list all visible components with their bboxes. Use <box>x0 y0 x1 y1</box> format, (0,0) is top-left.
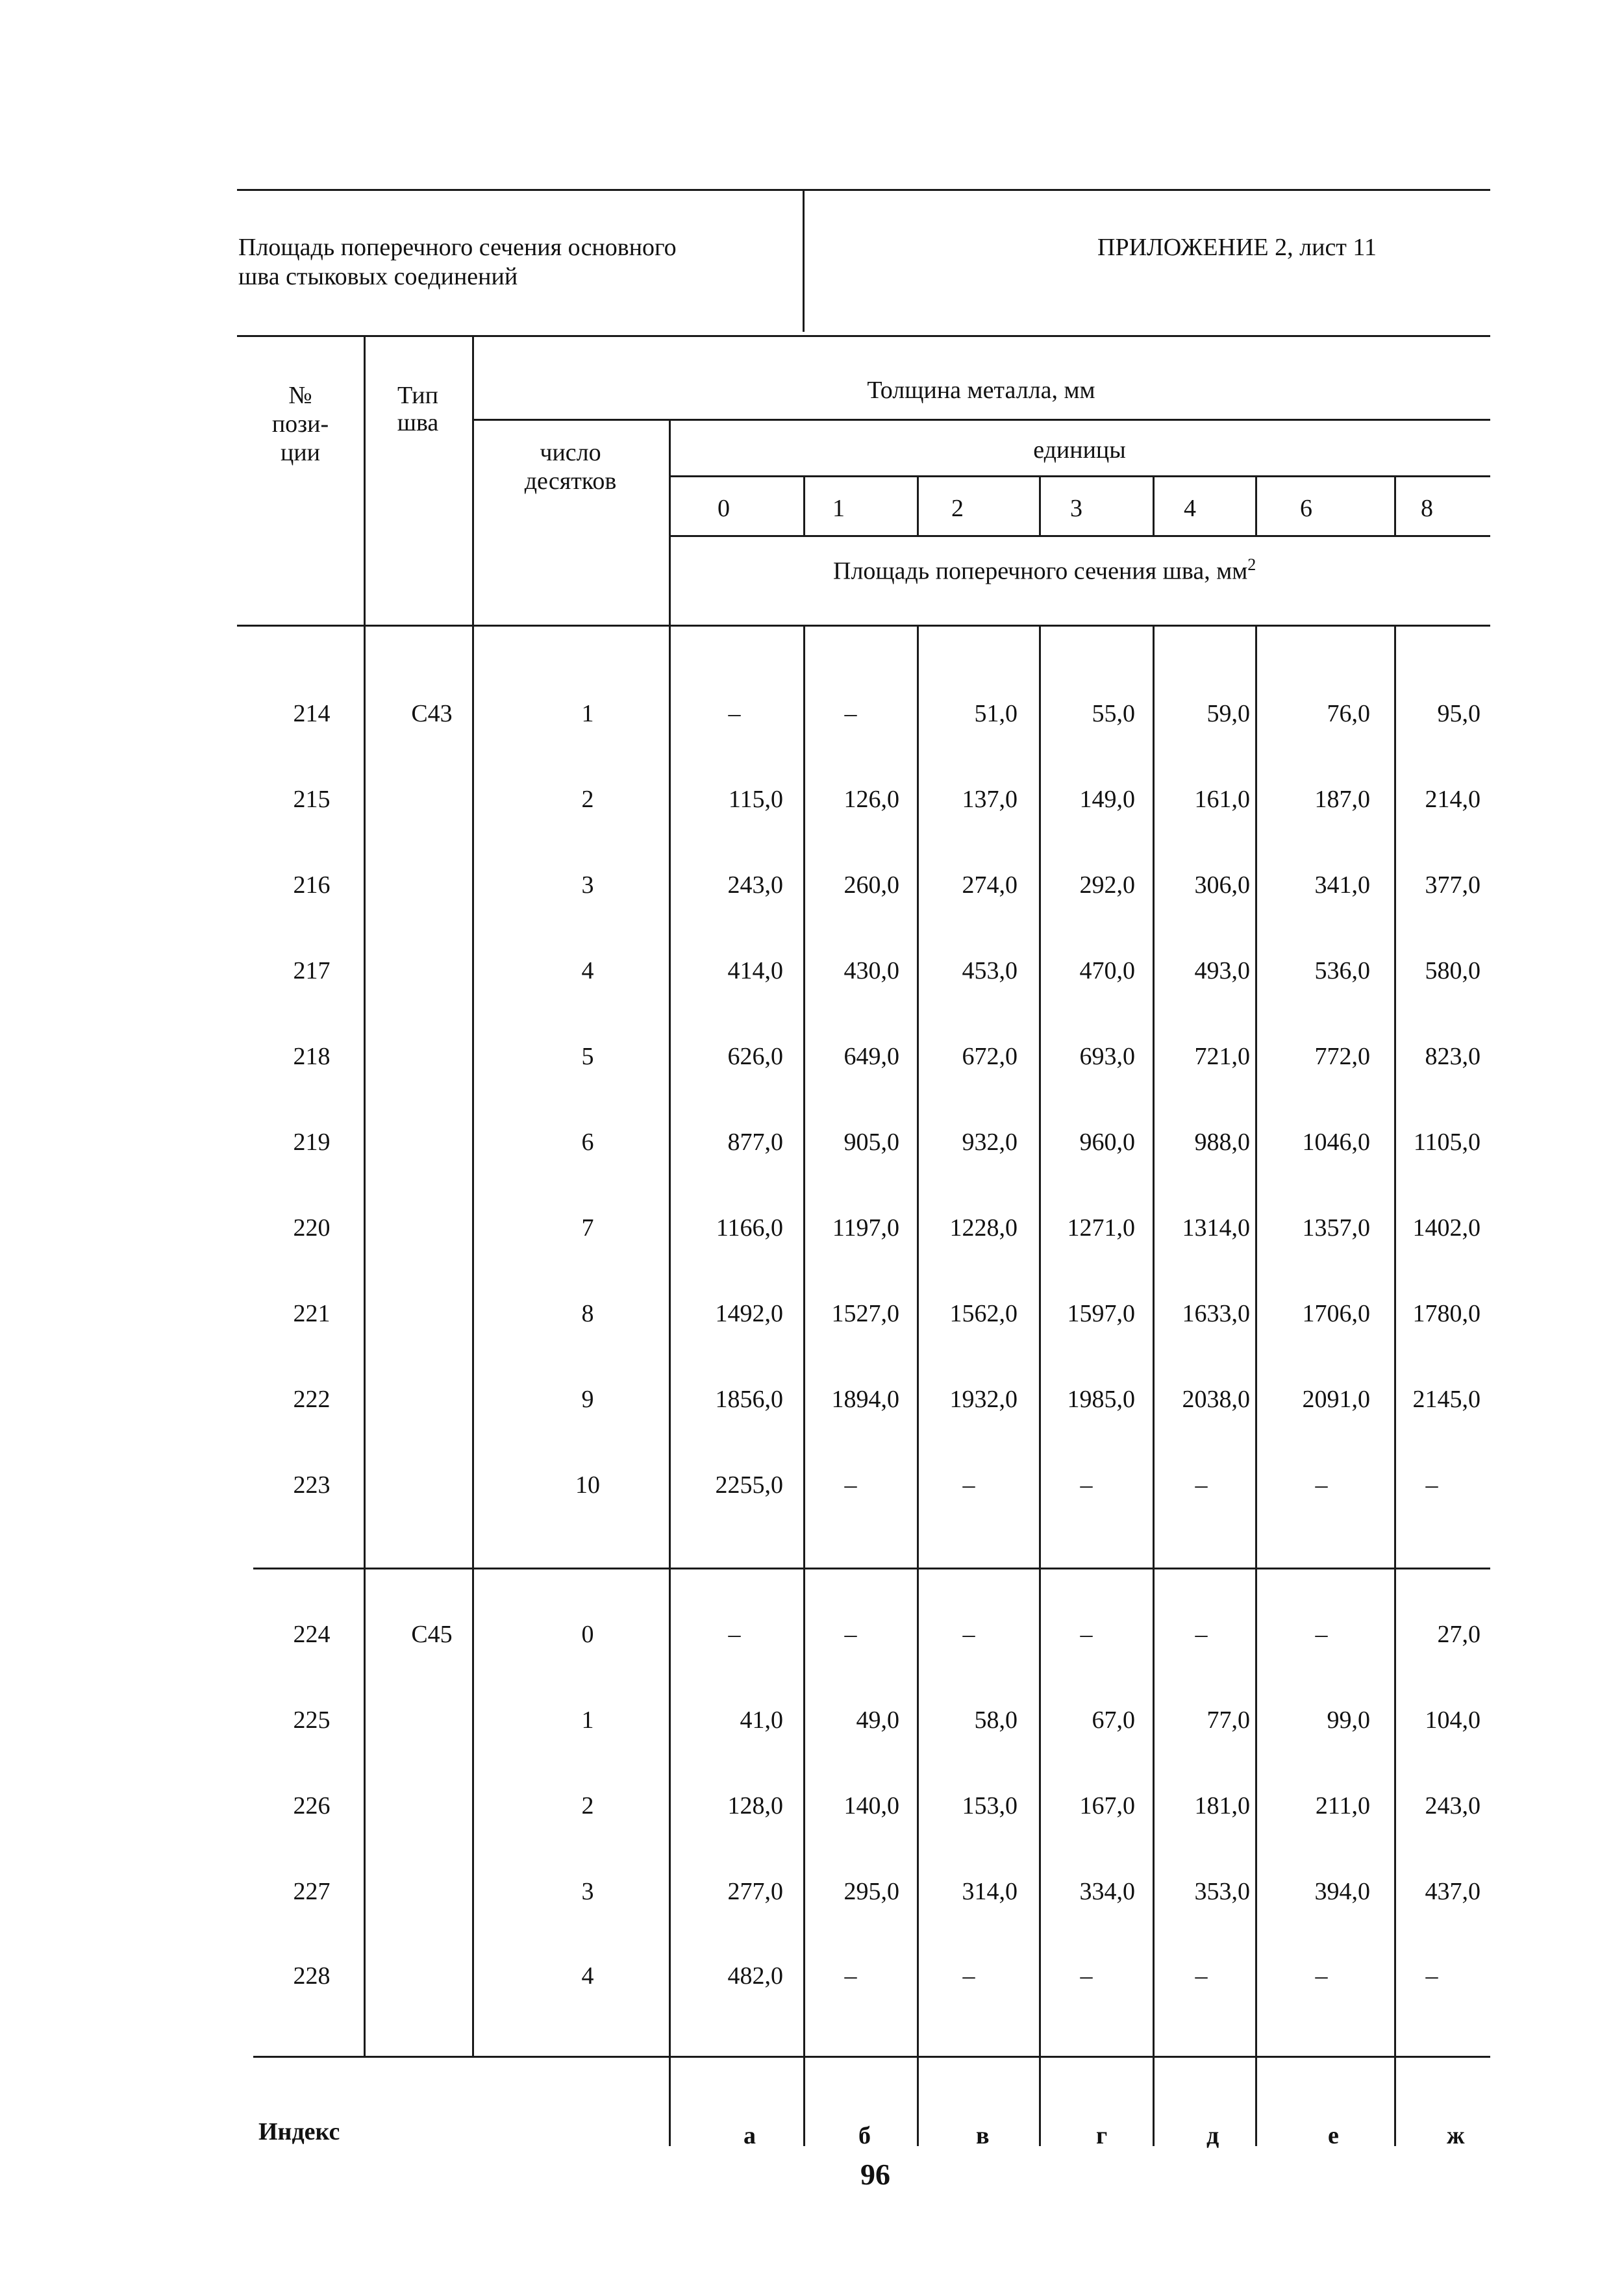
cell-value: – <box>1315 1621 1328 1648</box>
pos-no-header-3: ции <box>280 439 320 466</box>
row-pos: 217 <box>293 957 331 984</box>
row-tens: 2 <box>581 786 594 813</box>
col-line-pos <box>364 335 366 2056</box>
cell-value: – <box>844 700 857 727</box>
cell-value: 306,0 <box>1194 871 1250 899</box>
cell-value: 341,0 <box>1314 871 1370 899</box>
cell-value: 77,0 <box>1206 1706 1250 1734</box>
cell-value: 1633,0 <box>1182 1300 1250 1327</box>
cell-value: 1706,0 <box>1302 1300 1370 1327</box>
row-pos: 224 <box>293 1621 331 1648</box>
row-pos: 228 <box>293 1962 331 1990</box>
row-pos: 226 <box>293 1792 331 1819</box>
index-letter: в <box>976 2122 990 2149</box>
cell-value: 580,0 <box>1425 957 1480 984</box>
unit-value: 2 <box>951 495 964 522</box>
unit-value: 6 <box>1300 495 1312 522</box>
cell-value: 181,0 <box>1194 1792 1250 1819</box>
page-number: 96 <box>860 2158 890 2191</box>
row-tens: 2 <box>581 1792 594 1819</box>
cell-value: 27,0 <box>1437 1621 1480 1648</box>
cell-value: 626,0 <box>727 1043 783 1070</box>
cell-value: – <box>844 1962 857 1990</box>
cell-value: 95,0 <box>1437 700 1480 727</box>
cell-value: 59,0 <box>1206 700 1250 727</box>
cell-value: 394,0 <box>1314 1878 1370 1905</box>
cell-value: 437,0 <box>1425 1878 1480 1905</box>
cell-value: 960,0 <box>1079 1129 1135 1156</box>
table-bottom-rule <box>253 2056 1490 2058</box>
cell-value: – <box>1425 1471 1438 1499</box>
area-caption <box>833 555 1256 586</box>
rule-under-thickness <box>472 419 1490 421</box>
cell-value: 470,0 <box>1079 957 1135 984</box>
cell-value: 693,0 <box>1079 1043 1135 1070</box>
cell-value: 243,0 <box>1425 1792 1480 1819</box>
index-letter: б <box>858 2122 871 2149</box>
row-pos: 220 <box>293 1214 331 1242</box>
index-letter: е <box>1328 2122 1339 2149</box>
col-line-u3 <box>1039 475 1041 535</box>
cell-value: 334,0 <box>1079 1878 1135 1905</box>
col-line-u1 <box>803 475 805 535</box>
row-tens: 3 <box>581 1878 594 1905</box>
row-pos: 225 <box>293 1706 331 1734</box>
cell-value: 115,0 <box>728 786 783 813</box>
index-letter: д <box>1206 2122 1219 2149</box>
cell-value: 99,0 <box>1327 1706 1370 1734</box>
cell-value: – <box>728 700 741 727</box>
cell-value: 877,0 <box>727 1129 783 1156</box>
cell-value: 277,0 <box>727 1878 783 1905</box>
cell-value: 2255,0 <box>715 1471 783 1499</box>
row-pos: 218 <box>293 1043 331 1070</box>
cell-value: – <box>1315 1962 1328 1990</box>
cell-value: 2091,0 <box>1302 1386 1370 1413</box>
cell-value: 67,0 <box>1092 1706 1135 1734</box>
header-divider <box>803 189 805 332</box>
cell-value: 1166,0 <box>716 1214 783 1242</box>
area-caption-text: Площадь поперечного сечения шва, мм <box>833 557 1248 585</box>
cell-value: – <box>962 1621 975 1648</box>
seam-type-header-1: Тип <box>397 382 438 409</box>
cell-value: – <box>728 1621 741 1648</box>
cell-value: 493,0 <box>1194 957 1250 984</box>
cell-value: 41,0 <box>740 1706 783 1734</box>
cell-value: 823,0 <box>1425 1043 1480 1070</box>
cell-value: – <box>962 1962 975 1990</box>
cell-value: 140,0 <box>843 1792 899 1819</box>
cell-value: 1894,0 <box>831 1386 899 1413</box>
cell-value: 1780,0 <box>1412 1300 1480 1327</box>
row-tens: 3 <box>581 871 594 899</box>
cell-value: 353,0 <box>1194 1878 1250 1905</box>
cell-value: 932,0 <box>962 1129 1018 1156</box>
cell-value: 2038,0 <box>1182 1386 1250 1413</box>
row-tens: 6 <box>581 1129 594 1156</box>
cell-value: 430,0 <box>843 957 899 984</box>
row-pos: 223 <box>293 1471 331 1499</box>
cell-value: 1046,0 <box>1302 1129 1370 1156</box>
cell-value: 1856,0 <box>715 1386 783 1413</box>
row-pos: 227 <box>293 1878 331 1905</box>
cell-value: 214,0 <box>1425 786 1480 813</box>
cell-value: 104,0 <box>1425 1706 1480 1734</box>
rule-under-unit-values <box>669 535 1490 537</box>
index-letter: а <box>743 2122 756 2149</box>
row-tens: 1 <box>581 700 594 727</box>
row-tens: 8 <box>581 1300 594 1327</box>
cell-value: 149,0 <box>1079 786 1135 813</box>
cell-value: – <box>1425 1962 1438 1990</box>
cell-value: 1271,0 <box>1067 1214 1135 1242</box>
cell-value: 314,0 <box>962 1878 1018 1905</box>
cell-value: 377,0 <box>1425 871 1480 899</box>
cell-value: 414,0 <box>727 957 783 984</box>
cell-value: 988,0 <box>1194 1129 1250 1156</box>
cell-value: 1228,0 <box>949 1214 1018 1242</box>
cell-value: – <box>962 1471 975 1499</box>
rule-under-header <box>237 625 1490 627</box>
row-pos: 215 <box>293 786 331 813</box>
cell-value: 76,0 <box>1327 700 1370 727</box>
cell-value: 453,0 <box>962 957 1018 984</box>
seam-type-header-2: шва <box>397 409 439 436</box>
cell-value: 672,0 <box>962 1043 1018 1070</box>
table-top-rule <box>237 335 1490 337</box>
cell-value: 260,0 <box>843 871 899 899</box>
row-pos: 222 <box>293 1386 331 1413</box>
unit-value: 1 <box>832 495 845 522</box>
cell-value: 721,0 <box>1194 1043 1250 1070</box>
col-line-type <box>472 335 474 2056</box>
cell-value: – <box>1080 1621 1093 1648</box>
cell-value: 1105,0 <box>1413 1129 1480 1156</box>
row-pos: 216 <box>293 871 331 899</box>
row-tens: 9 <box>581 1386 594 1413</box>
unit-value: 0 <box>718 495 730 522</box>
row-tens: 7 <box>581 1214 594 1242</box>
cell-value: 1197,0 <box>832 1214 899 1242</box>
cell-value: 1527,0 <box>831 1300 899 1327</box>
cell-value: 161,0 <box>1194 786 1250 813</box>
cell-value: 137,0 <box>962 786 1018 813</box>
tens-header-2: десятков <box>524 468 617 495</box>
row-pos: 219 <box>293 1129 331 1156</box>
row-seam-type: C43 <box>411 700 453 727</box>
cell-value: – <box>1080 1962 1093 1990</box>
cell-value: – <box>1080 1471 1093 1499</box>
cell-value: 649,0 <box>843 1043 899 1070</box>
thickness-header: Толщина металла, мм <box>867 377 1095 404</box>
row-tens: 5 <box>581 1043 594 1070</box>
cell-value: 536,0 <box>1314 957 1370 984</box>
cell-value: 243,0 <box>727 871 783 899</box>
cell-value: – <box>1315 1471 1328 1499</box>
unit-value: 3 <box>1070 495 1082 522</box>
cell-value: – <box>1195 1471 1208 1499</box>
header-top-rule <box>237 189 1490 191</box>
row-tens: 4 <box>581 957 594 984</box>
cell-value: 482,0 <box>727 1962 783 1990</box>
col-line-u6 <box>1255 475 1257 535</box>
pos-no-header-1: № <box>288 382 312 409</box>
cell-value: 153,0 <box>962 1792 1018 1819</box>
cell-value: 211,0 <box>1315 1792 1370 1819</box>
cell-value: 126,0 <box>843 786 899 813</box>
cell-value: 292,0 <box>1079 871 1135 899</box>
unit-value: 4 <box>1184 495 1196 522</box>
cell-value: 167,0 <box>1079 1792 1135 1819</box>
index-label: Индекс <box>258 2118 340 2145</box>
cell-value: 128,0 <box>727 1792 783 1819</box>
cell-value: 1492,0 <box>715 1300 783 1327</box>
cell-value: 905,0 <box>843 1129 899 1156</box>
cell-value: 51,0 <box>974 700 1018 727</box>
cell-value: – <box>844 1471 857 1499</box>
cell-value: 187,0 <box>1314 786 1370 813</box>
cell-value: 274,0 <box>962 871 1018 899</box>
pos-no-header-2: пози- <box>271 410 329 438</box>
cell-value: 1314,0 <box>1182 1214 1250 1242</box>
cell-value: 1932,0 <box>949 1386 1018 1413</box>
cell-value: 49,0 <box>856 1706 899 1734</box>
row-tens: 1 <box>581 1706 594 1734</box>
cell-value: 1402,0 <box>1412 1214 1480 1242</box>
cell-value: 1562,0 <box>949 1300 1018 1327</box>
row-tens: 4 <box>581 1962 594 1990</box>
cell-value: 1597,0 <box>1067 1300 1135 1327</box>
cell-value: 58,0 <box>974 1706 1018 1734</box>
group-separator-rule <box>253 1568 1490 1569</box>
cell-value: 295,0 <box>843 1878 899 1905</box>
area-caption-sup: 2 <box>1247 555 1256 574</box>
cell-value: 1985,0 <box>1067 1386 1135 1413</box>
row-tens: 10 <box>575 1471 600 1499</box>
cell-value: 772,0 <box>1314 1043 1370 1070</box>
cell-value: 2145,0 <box>1412 1386 1480 1413</box>
header-title-line2: шва стыковых соединений <box>238 263 518 290</box>
cell-value: – <box>844 1621 857 1648</box>
header-title-line1: Площадь поперечного сечения основного <box>238 234 677 261</box>
col-line-u2 <box>917 475 919 535</box>
col-line-u4 <box>1153 475 1155 535</box>
row-pos: 221 <box>293 1300 331 1327</box>
cell-value: – <box>1195 1621 1208 1648</box>
cell-value: 55,0 <box>1092 700 1135 727</box>
col-line-u8 <box>1394 475 1396 535</box>
rule-under-units <box>669 475 1490 477</box>
unit-value: 8 <box>1421 495 1433 522</box>
cell-value: 1357,0 <box>1302 1214 1370 1242</box>
units-header: единицы <box>1033 436 1126 464</box>
index-letter: г <box>1096 2122 1108 2149</box>
tens-header-1: число <box>540 439 601 466</box>
row-seam-type: C45 <box>411 1621 453 1648</box>
row-tens: 0 <box>581 1621 594 1648</box>
cell-value: – <box>1195 1962 1208 1990</box>
row-pos: 214 <box>293 700 331 727</box>
index-letter: ж <box>1447 2122 1465 2149</box>
appendix-label: ПРИЛОЖЕНИЕ 2, лист 11 <box>1097 234 1377 261</box>
